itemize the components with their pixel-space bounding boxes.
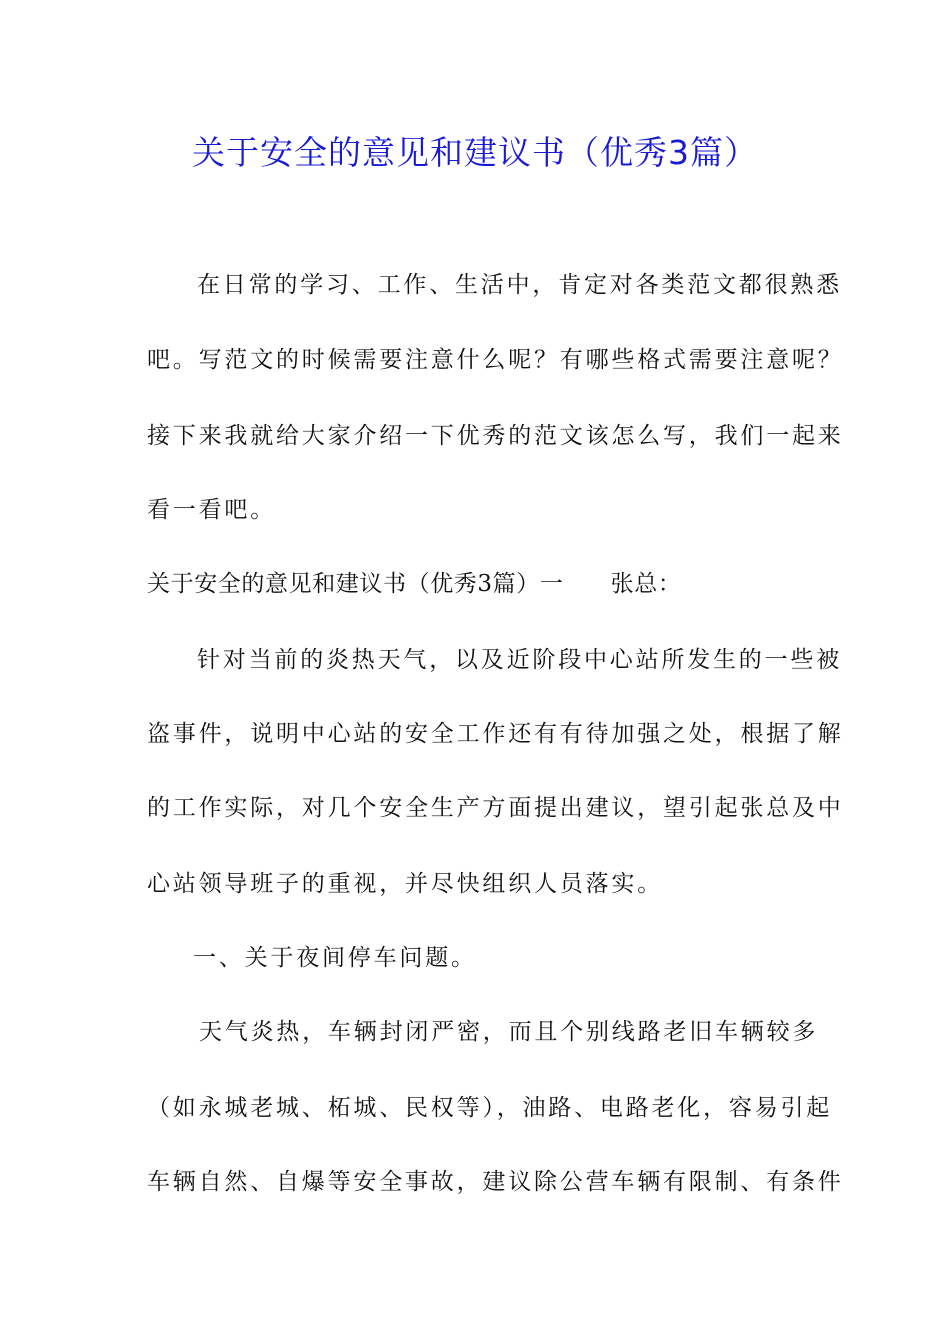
paragraph-line: 的工作实际，对几个安全生产方面提出建议，望引起张总及中	[147, 795, 844, 821]
paragraph-line: 吧。写范文的时候需要注意什么呢？有哪些格式需要注意呢？	[147, 347, 844, 373]
sub-heading: 一、关于夜间停车问题。	[193, 945, 477, 971]
paragraph-line: 看一看吧。	[147, 497, 276, 523]
paragraph-line: 心站领导班子的重视，并尽快组织人员落实。	[147, 871, 663, 897]
section-heading: 关于安全的意见和建议书（优秀3篇）一 张总：	[147, 571, 682, 597]
paragraph-line: （如永城老城、柘城、民权等），油路、电路老化，容易引起	[147, 1095, 833, 1121]
paragraph-line: 天气炎热，车辆封闭严密，而且个别线路老旧车辆较多	[199, 1019, 819, 1045]
paragraph-line: 盗事件，说明中心站的安全工作还有有待加强之处，根据了解	[147, 721, 844, 747]
paragraph-line: 车辆自然、自爆等安全事故，建议除公营车辆有限制、有条件	[147, 1169, 844, 1195]
paragraph-line: 接下来我就给大家介绍一下优秀的范文该怎么写，我们一起来	[147, 423, 844, 449]
paragraph-line: 针对当前的炎热天气，以及近阶段中心站所发生的一些被	[197, 647, 842, 673]
paragraph-line: 在日常的学习、工作、生活中，肯定对各类范文都很熟悉	[197, 272, 842, 298]
document-title: 关于安全的意见和建议书（优秀3篇）	[192, 133, 758, 172]
